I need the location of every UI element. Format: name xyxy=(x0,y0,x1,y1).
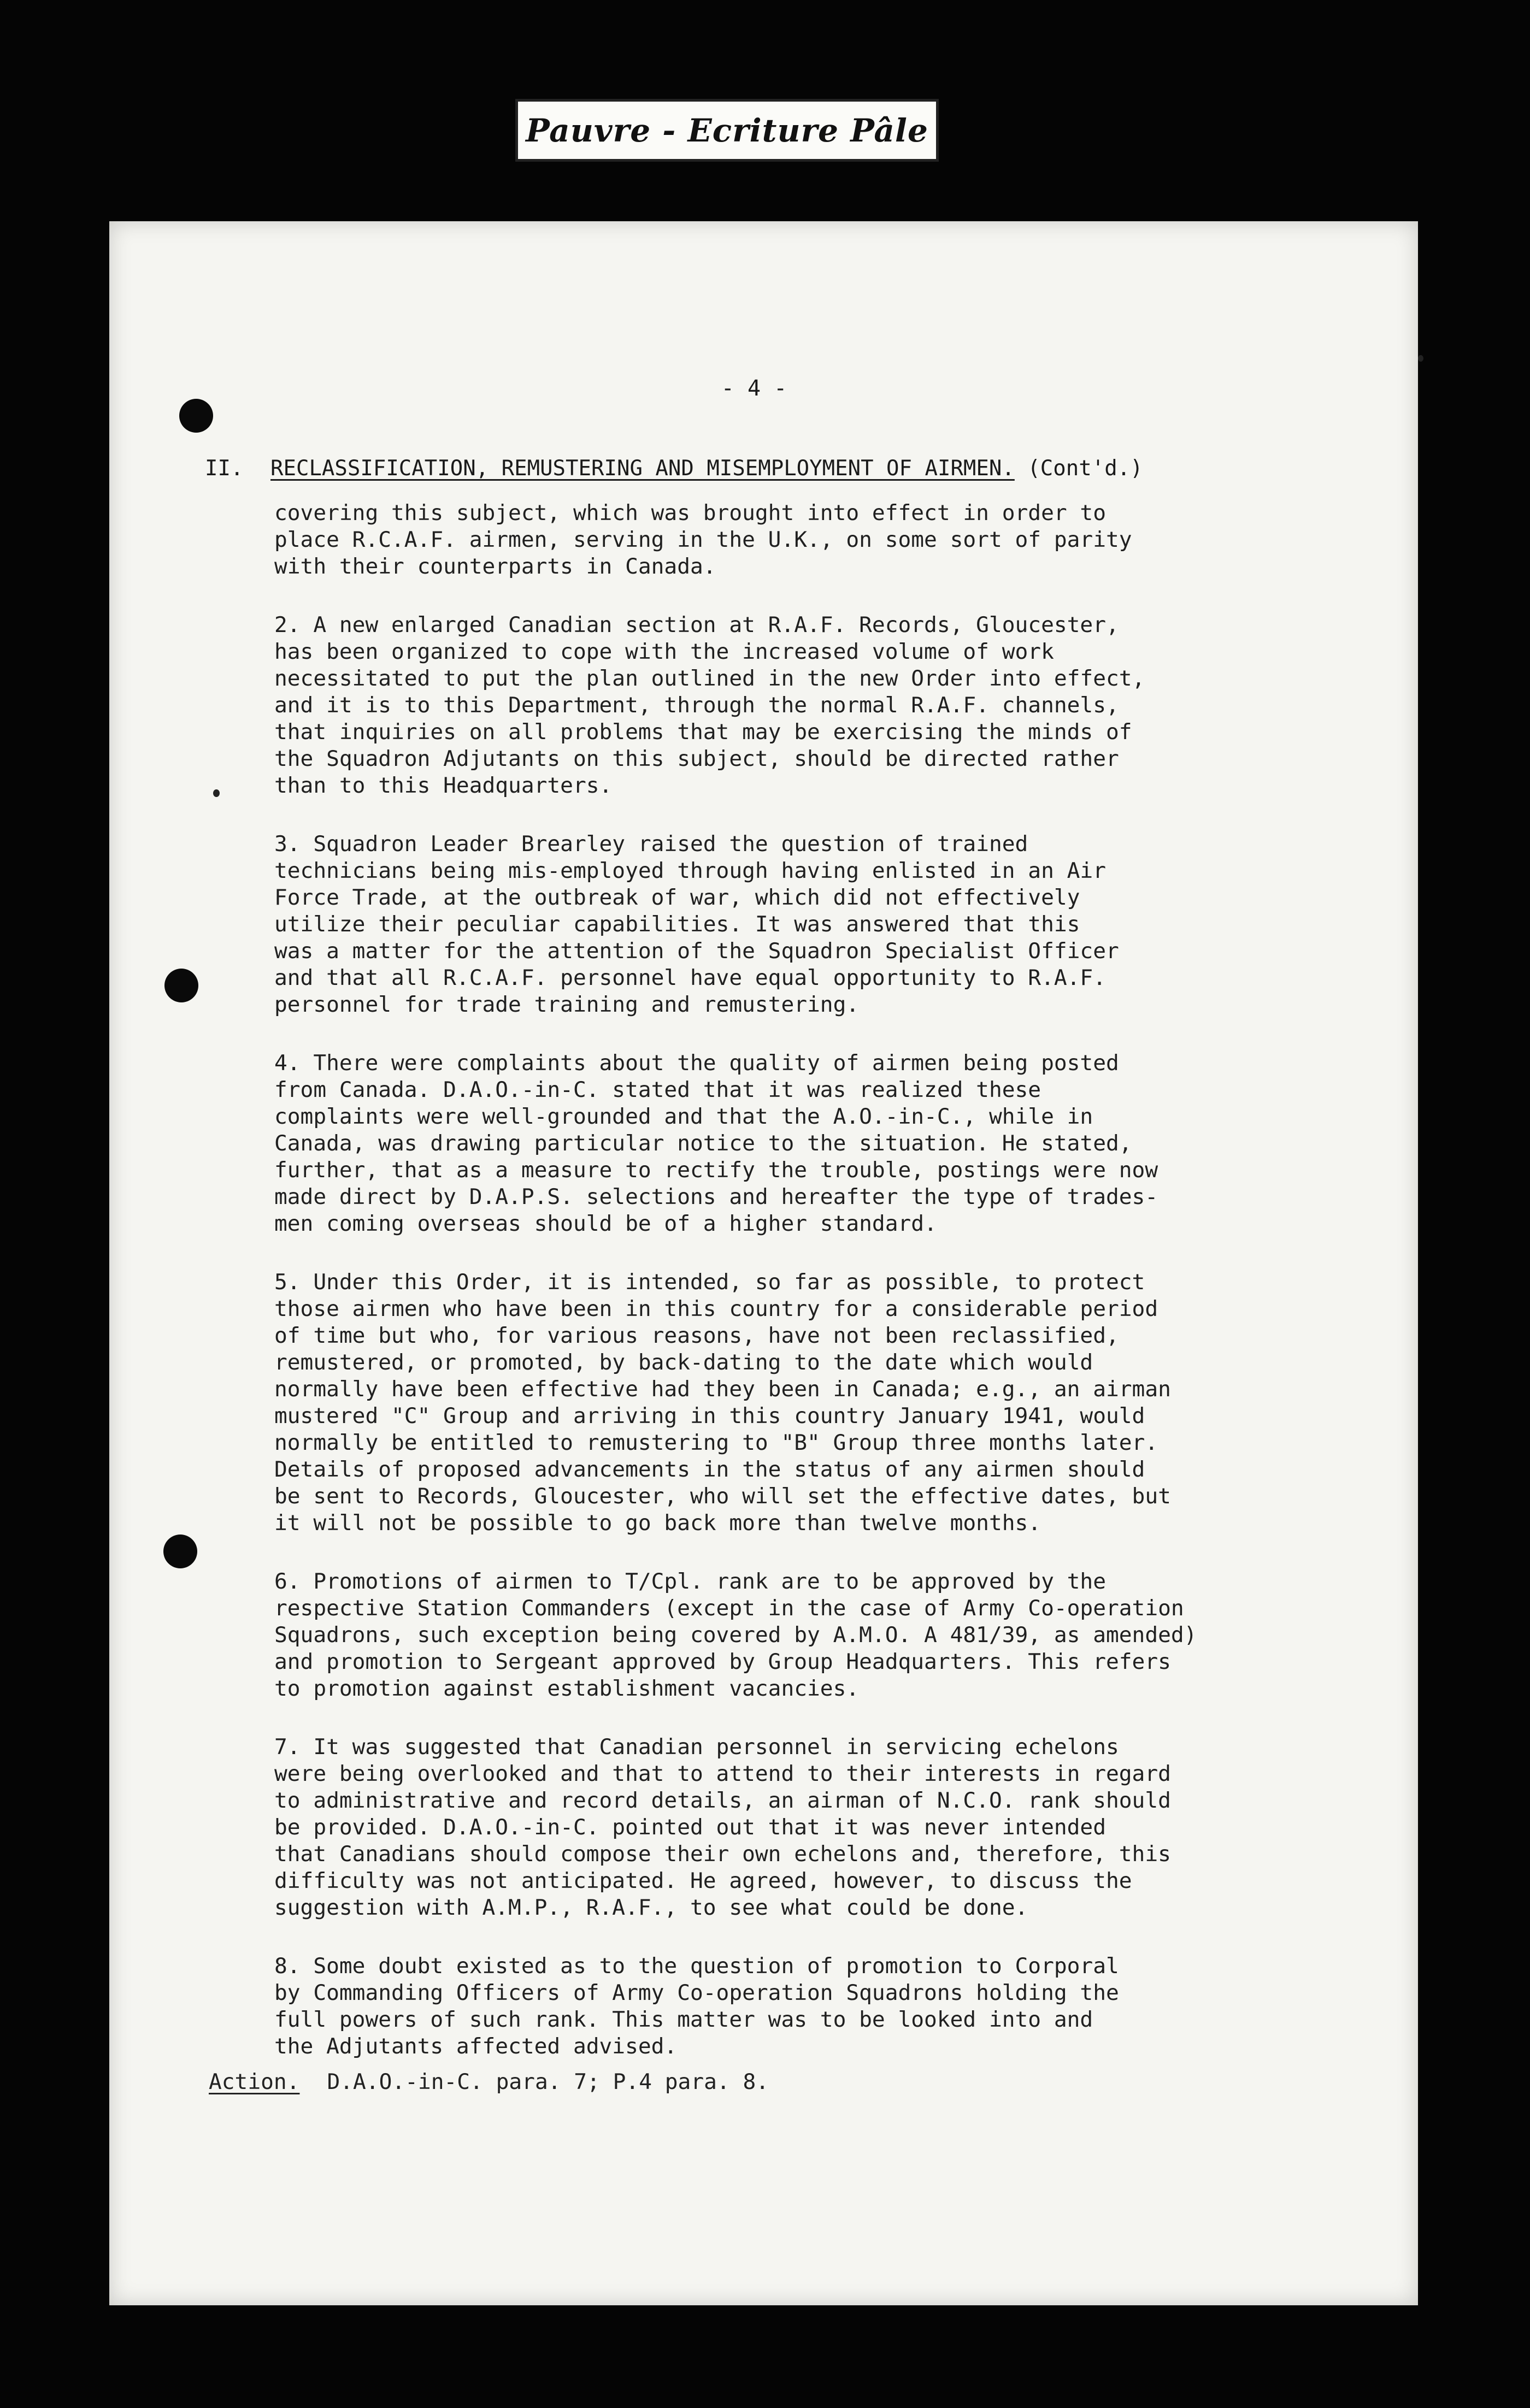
action-text: D.A.O.-in-C. para. 7; P.4 para. 8. xyxy=(327,2069,769,2094)
punch-hole xyxy=(164,969,198,1002)
section-heading xyxy=(205,456,1143,481)
paragraph-2: 2. A new enlarged Canadian section at R.A.F. Records, Gloucester, has been organized to cope with the increased volume of work necessitated to put the plan outlined in the new Order into effect, and it is to this Department, through the normal R.A.F. channels, that inquiries on all problems that may be exercising the minds of the Squadron Adjutants on this subject, should be directed rather than to this Headquarters. xyxy=(274,612,1145,798)
paragraph-5: 5. Under this Order, it is intended, so far as possible, to protect those airmen who have been in this country for a considerable period of time but who, for various reasons, have not been reclassified, remustered, or promoted, by back-dating to the date which would normally have been effective had they been in Canada; e.g., an airman mustered "C" Group and arriving in this country January 1941, would normally be entitled to remustering to "B" Group three months later. Details of proposed advancements in the status of any airmen should be sent to Records, Gloucester, who will set the effective dates, but it will not be possible to go back more than twelve months. xyxy=(274,1270,1171,1536)
paragraph-8: 8. Some doubt existed as to the question of promotion to Corporal by Commanding Officers of Army Co-operation Squadrons holding the full powers of such rank. This matter was to be looked into and the Adjutants affected advised. xyxy=(274,1953,1119,2059)
document-body xyxy=(274,500,1356,2092)
paragraph-3: 3. Squadron Leader Brearley raised the question of trained technicians being mis-employed through having enlisted in an Air Force Trade, at the outbreak of war, which did not effectively utilize their peculiar capabilities. It was answered that this was a matter for the attention of the Squadron Specialist Officer and that all R.C.A.F. personnel have equal opportunity to R.A.F. personnel for trade training and remustering. xyxy=(274,831,1119,1017)
punch-hole xyxy=(163,1534,197,1568)
speck xyxy=(1418,355,1423,362)
section-title: RECLASSIFICATION, REMUSTERING AND MISEMPLOYMENT OF AIRMEN. xyxy=(270,456,1015,481)
section-suffix: (Cont'd.) xyxy=(1027,456,1143,481)
action-line xyxy=(209,2069,769,2094)
speck xyxy=(213,789,220,797)
action-label: Action. xyxy=(209,2069,300,2094)
punch-hole xyxy=(179,399,213,433)
paragraph-6: 6. Promotions of airmen to T/Cpl. rank are to be approved by the respective Station Commanders (except in the case of Army Co-operation Squadrons, such exception being covered by A.M.O. A 481/39, as amended) and promotion to Sergeant approved by Group Headquarters. This refers to promotion against establishment vacancies. xyxy=(274,1569,1197,1701)
archive-label xyxy=(515,99,939,162)
page-number: - 4 - xyxy=(721,376,787,401)
archive-label-text: Pauvre - Ecriture Pâle xyxy=(526,111,928,149)
section-number: II. xyxy=(205,456,244,481)
paragraph-4: 4. There were complaints about the quality of airmen being posted from Canada. D.A.O.-in-C. stated that it was realized these complaints were well-grounded and that the A.O.-in-C., while in Canada, was drawing particular notice to the situation. He stated, further, that as a measure to rectify the trouble, postings were now made direct by D.A.P.S. selections and hereafter the type of trades- men coming overseas should be of a higher standard. xyxy=(274,1050,1158,1236)
paragraph-7: 7. It was suggested that Canadian personnel in servicing echelons were being overlooked and that to attend to their interests in regard to administrative and record details, an airman of N.C.O. rank should be provided. D.A.O.-in-C. pointed out that it was never intended that Canadians should compose their own echelons and, therefore, this difficulty was not anticipated. He agreed, however, to discuss the suggestion with A.M.P., R.A.F., to see what could be done. xyxy=(274,1734,1171,1920)
paragraph-continuation: covering this subject, which was brought into effect in order to place R.C.A.F. airmen, serving in the U.K., on some sort of parity with their counterparts in Canada. xyxy=(274,500,1132,579)
document-page xyxy=(109,221,1418,2305)
